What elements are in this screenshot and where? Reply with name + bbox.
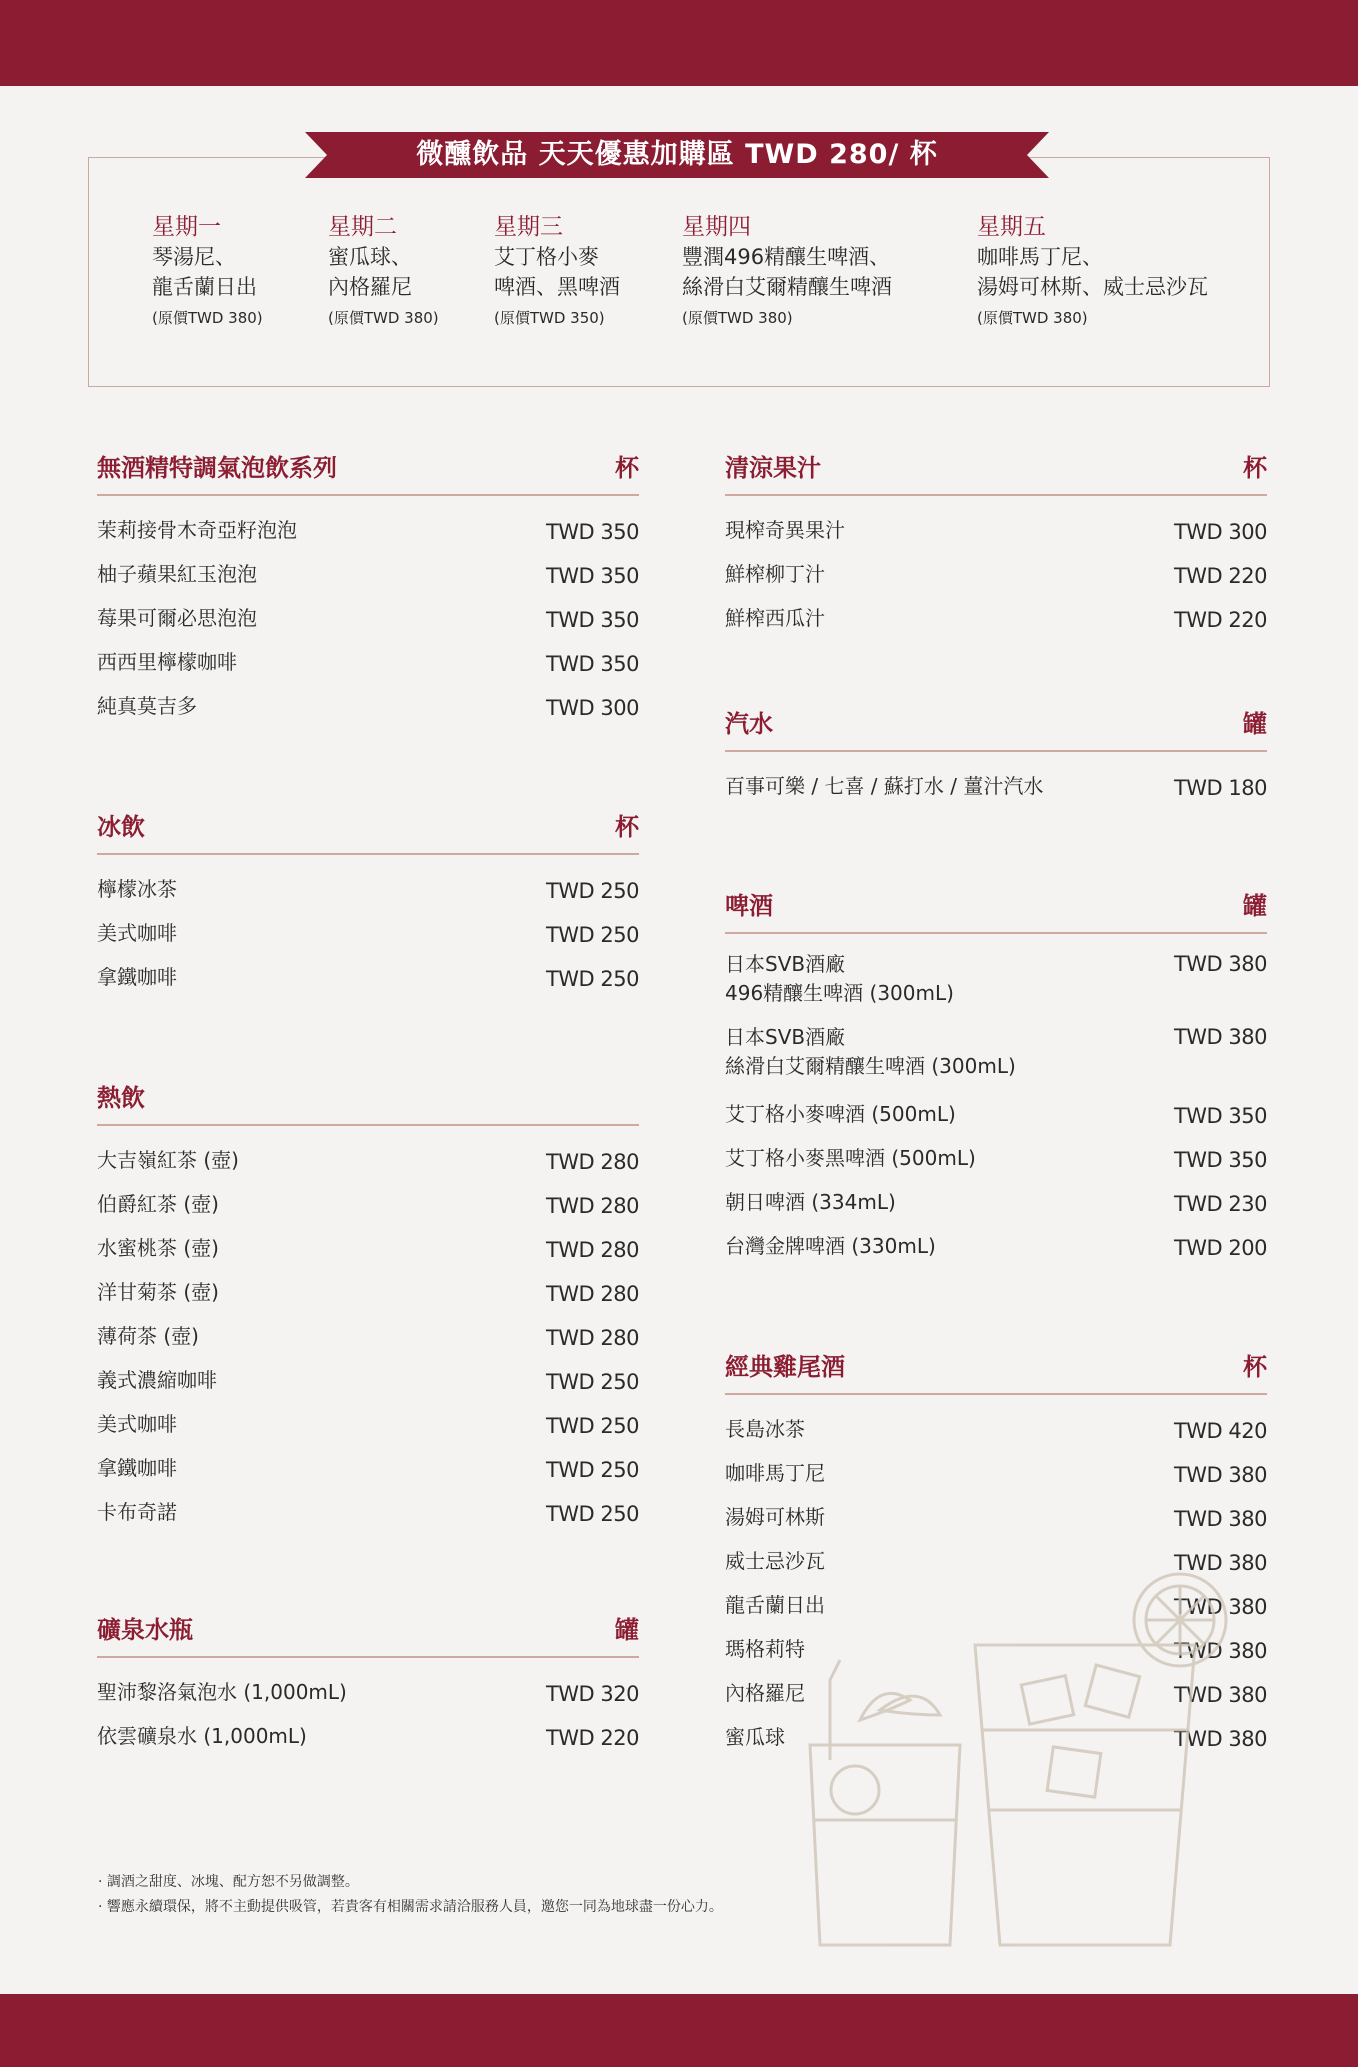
- day-line: 艾丁格小麥: [494, 245, 599, 269]
- day-original-price: (原價TWD 380): [682, 309, 793, 327]
- menu-item-name-line: 龍舌蘭日出: [725, 1592, 825, 1617]
- menu-item-name: [725, 1100, 956, 1128]
- day-line: 龍舌蘭日出: [152, 275, 257, 299]
- note-line: · 調酒之甜度、冰塊、配方恕不另做調整。: [98, 1874, 359, 1890]
- menu-item-price: TWD 350: [545, 651, 639, 676]
- promo-day-wed: [494, 212, 620, 330]
- promo-day-fri: [977, 212, 1208, 330]
- menu-item-name-line: 義式濃縮咖啡: [97, 1367, 217, 1392]
- menu-item-name-line: 莓果可爾必思泡泡: [97, 605, 257, 630]
- menu-item-name: [97, 1234, 219, 1262]
- menu-item-name: [725, 950, 954, 1008]
- menu-item: [97, 1494, 639, 1538]
- menu-item-name: [97, 1322, 199, 1350]
- menu-item-name-line: 美式咖啡: [97, 1411, 177, 1436]
- section-iced: [97, 807, 639, 1003]
- menu-item-name: [725, 604, 825, 632]
- section-divider: [725, 1393, 1267, 1395]
- menu-item-name: [725, 772, 1043, 800]
- promo-ribbon: [305, 132, 1049, 178]
- menu-item-name-line: 咖啡馬丁尼: [725, 1460, 825, 1485]
- section-title: 清涼果汁: [725, 454, 821, 482]
- menu-item-price: TWD 300: [545, 695, 639, 720]
- menu-item-name-line: 拿鐵咖啡: [97, 964, 177, 989]
- menu-item-price: TWD 420: [1173, 1418, 1267, 1443]
- menu-item-name: [97, 1454, 177, 1482]
- menu-item-name-line: 瑪格莉特: [725, 1636, 805, 1661]
- menu-item-price: TWD 380: [1173, 1682, 1267, 1707]
- section-header: [725, 448, 1267, 488]
- menu-item: [97, 1406, 639, 1450]
- section-header: [725, 1347, 1267, 1387]
- menu-item-price: TWD 250: [545, 878, 639, 903]
- menu-item-name: [97, 648, 237, 676]
- menu-item-price: TWD 220: [545, 1725, 639, 1750]
- menu-item-price: TWD 280: [545, 1281, 639, 1306]
- day-line: 豐潤496精釀生啤酒、: [682, 245, 891, 269]
- menu-item: [97, 1674, 639, 1718]
- menu-item-price: TWD 380: [1173, 1462, 1267, 1487]
- menu-item-price: TWD 200: [1173, 1235, 1267, 1260]
- menu-item: [725, 1411, 1267, 1455]
- menu-item: [97, 600, 639, 644]
- section-unit: 杯: [615, 454, 639, 482]
- notes: [98, 1870, 723, 1920]
- menu-item-price: TWD 350: [545, 607, 639, 632]
- menu-item-name-line: 湯姆可林斯: [725, 1504, 825, 1529]
- menu-item-price: TWD 280: [545, 1325, 639, 1350]
- menu-item-name-line: 薄荷茶 (壺): [97, 1323, 199, 1348]
- menu-item-name: [725, 1232, 936, 1260]
- menu-item-name: [97, 1498, 177, 1526]
- menu-item-name-line: 百事可樂 / 七喜 / 蘇打水 / 薑汁汽水: [725, 773, 1044, 798]
- day-name: 星期三: [494, 214, 563, 240]
- menu-item-name: [97, 963, 177, 991]
- menu-item-name-line: 鮮榨柳丁汁: [725, 561, 825, 586]
- menu-item: [97, 512, 639, 556]
- section-unit: 杯: [615, 813, 639, 841]
- section-divider: [97, 1124, 639, 1126]
- menu-item-name-line: 現榨奇異果汁: [725, 517, 845, 542]
- promo-title: 微醺飲品 天天優惠加購區 TWD 280/ 杯: [416, 139, 938, 170]
- day-line: 蜜瓜球、: [328, 245, 412, 269]
- menu-item: [725, 950, 1267, 1023]
- menu-item-price: TWD 320: [545, 1681, 639, 1706]
- menu-item-name: [97, 1190, 219, 1218]
- menu-item-name-line: 聖沛黎洛氣泡水 (1,000mL): [97, 1679, 347, 1704]
- section-divider: [97, 494, 639, 496]
- menu-item: [97, 1230, 639, 1274]
- menu-item-name: [97, 692, 197, 720]
- menu-item-name: [97, 875, 177, 903]
- menu-item-name-line: 日本SVB酒廠: [725, 951, 846, 976]
- menu-item-name: [97, 1410, 177, 1438]
- section-header: [97, 1078, 639, 1118]
- menu-item-price: TWD 250: [545, 1369, 639, 1394]
- menu-item-name: [97, 604, 257, 632]
- menu-item-name: [725, 1415, 805, 1443]
- menu-item: [97, 1450, 639, 1494]
- menu-item-name-line: 水蜜桃茶 (壺): [97, 1235, 219, 1260]
- menu-item-price: TWD 220: [1173, 563, 1267, 588]
- menu-item-name: [97, 1278, 219, 1306]
- menu-item-name-line: 威士忌沙瓦: [725, 1548, 825, 1573]
- day-line: 啤酒、黑啤酒: [494, 275, 620, 299]
- menu-item: [97, 1318, 639, 1362]
- promo-day-mon: [152, 212, 263, 330]
- section-divider: [725, 932, 1267, 934]
- menu-item-name-line: 伯爵紅茶 (壺): [97, 1191, 219, 1216]
- section-water: [97, 1610, 639, 1762]
- promo-day-tue: [328, 212, 439, 330]
- menu-item-price: TWD 350: [545, 519, 639, 544]
- section-divider: [725, 494, 1267, 496]
- menu-item-name: [725, 1635, 805, 1663]
- menu-item-price: TWD 350: [1173, 1103, 1267, 1128]
- section-divider: [97, 853, 639, 855]
- day-original-price: (原價TWD 380): [328, 309, 439, 327]
- menu-item-name-line: 卡布奇諾: [97, 1499, 177, 1524]
- menu-item: [97, 644, 639, 688]
- menu-item-price: TWD 250: [545, 1501, 639, 1526]
- menu-item-name-line: 496精釀生啤酒 (300mL): [725, 980, 954, 1005]
- section-title: 經典雞尾酒: [725, 1353, 845, 1381]
- menu-item: [725, 1023, 1267, 1096]
- menu-item-name-line: 大吉嶺紅茶 (壺): [97, 1147, 239, 1172]
- menu-item: [725, 1096, 1267, 1140]
- section-divider: [725, 750, 1267, 752]
- day-line: 內格羅尼: [328, 275, 412, 299]
- menu-item-price: TWD 250: [545, 1457, 639, 1482]
- menu-item-name: [97, 1366, 217, 1394]
- section-unit: 杯: [1243, 454, 1267, 482]
- day-line: 咖啡馬丁尼、: [977, 245, 1103, 269]
- section-mocktail: [97, 448, 639, 732]
- menu-item-name-line: 長島冰茶: [725, 1416, 805, 1441]
- menu-item-name-line: 日本SVB酒廠: [725, 1024, 846, 1049]
- menu-item-price: TWD 180: [1173, 775, 1267, 800]
- menu-item-name-line: 美式咖啡: [97, 920, 177, 945]
- menu-item-price: TWD 300: [1173, 519, 1267, 544]
- day-original-price: (原價TWD 380): [152, 309, 263, 327]
- bottom-band: [0, 1994, 1358, 2067]
- menu-item-name: [725, 1023, 1016, 1081]
- menu-item-name: [725, 516, 845, 544]
- section-unit: 罐: [615, 1616, 639, 1644]
- menu-item-name-line: 檸檬冰茶: [97, 876, 177, 901]
- section-header: [725, 704, 1267, 744]
- menu-item-name: [97, 919, 177, 947]
- menu-item-price: TWD 220: [1173, 607, 1267, 632]
- menu-item: [97, 1718, 639, 1762]
- day-line: 琴湯尼、: [152, 245, 236, 269]
- menu-item-name-line: 絲滑白艾爾精釀生啤酒 (300mL): [725, 1053, 1016, 1078]
- section-header: [725, 886, 1267, 926]
- menu-item-name-line: 西西里檸檬咖啡: [97, 649, 237, 674]
- menu-item-price: TWD 380: [1173, 951, 1267, 976]
- section-unit: 罐: [1243, 710, 1267, 738]
- menu-item-name-line: 柚子蘋果紅玉泡泡: [97, 561, 257, 586]
- section-header: [97, 448, 639, 488]
- menu-item-price: TWD 250: [545, 922, 639, 947]
- menu-item-price: TWD 280: [545, 1149, 639, 1174]
- menu-item-name-line: 茉莉接骨木奇亞籽泡泡: [97, 517, 297, 542]
- menu-item-price: TWD 230: [1173, 1191, 1267, 1216]
- menu-item: [725, 1499, 1267, 1543]
- menu-item: [725, 512, 1267, 556]
- menu-item-price: TWD 380: [1173, 1638, 1267, 1663]
- section-unit: 杯: [1243, 1353, 1267, 1381]
- menu-item: [97, 915, 639, 959]
- menu-item-name-line: 艾丁格小麥啤酒 (500mL): [725, 1101, 956, 1126]
- menu-item-price: TWD 350: [1173, 1147, 1267, 1172]
- menu-item-price: TWD 250: [545, 1413, 639, 1438]
- section-title: 無酒精特調氣泡飲系列: [97, 454, 337, 482]
- menu-item: [97, 1142, 639, 1186]
- section-title: 礦泉水瓶: [97, 1616, 193, 1644]
- section-title: 冰飲: [97, 813, 145, 841]
- menu-item-name: [725, 1144, 976, 1172]
- section-header: [97, 807, 639, 847]
- menu-item-name: [725, 560, 825, 588]
- menu-item-name-line: 艾丁格小麥黑啤酒 (500mL): [725, 1145, 976, 1170]
- day-original-price: (原價TWD 350): [494, 309, 605, 327]
- top-band: [0, 0, 1358, 86]
- menu-item: [97, 688, 639, 732]
- menu-item: [725, 556, 1267, 600]
- menu-item-name: [97, 516, 297, 544]
- menu-item-name-line: 拿鐵咖啡: [97, 1455, 177, 1480]
- cocktail-glasses-illustration: [800, 1560, 1280, 1960]
- menu-item-name-line: 鮮榨西瓜汁: [725, 605, 825, 630]
- menu-item-name-line: 純真莫吉多: [97, 693, 197, 718]
- section-title: 汽水: [725, 710, 773, 738]
- menu-item: [725, 1140, 1267, 1184]
- menu-item-name: [97, 560, 257, 588]
- menu-item: [97, 959, 639, 1003]
- menu-item-name-line: 內格羅尼: [725, 1680, 805, 1705]
- menu-item-price: TWD 380: [1173, 1024, 1267, 1049]
- menu-item-name: [725, 1459, 825, 1487]
- menu-item-name: [725, 1679, 805, 1707]
- menu-item-name: [97, 1678, 347, 1706]
- menu-item-price: TWD 380: [1173, 1506, 1267, 1531]
- section-title: 啤酒: [725, 892, 773, 920]
- menu-item: [97, 871, 639, 915]
- section-header: [97, 1610, 639, 1650]
- section-juice: [725, 448, 1267, 644]
- section-hot: [97, 1078, 639, 1538]
- menu-item-name: [725, 1503, 825, 1531]
- menu-item-price: TWD 380: [1173, 1550, 1267, 1575]
- note-line: · 響應永續環保，將不主動提供吸管，若貴客有相關需求請洽服務人員，邀您一同為地球盡一份心力。: [98, 1899, 723, 1915]
- menu-item: [725, 1455, 1267, 1499]
- menu-item-price: TWD 280: [545, 1193, 639, 1218]
- menu-item: [725, 768, 1267, 812]
- menu-item-price: TWD 280: [545, 1237, 639, 1262]
- menu-item-name-line: 台灣金牌啤酒 (330mL): [725, 1233, 936, 1258]
- menu-item-name-line: 洋甘菊茶 (壺): [97, 1279, 219, 1304]
- menu-item-price: TWD 350: [545, 563, 639, 588]
- menu-item-name-line: 蜜瓜球: [725, 1724, 785, 1749]
- menu-item: [97, 1274, 639, 1318]
- day-line: 絲滑白艾爾精釀生啤酒: [682, 275, 892, 299]
- day-name: 星期五: [977, 214, 1046, 240]
- menu-item: [725, 1184, 1267, 1228]
- menu-item: [97, 1362, 639, 1406]
- menu-item: [97, 556, 639, 600]
- day-name: 星期四: [682, 214, 751, 240]
- section-beer: [725, 886, 1267, 1272]
- menu-item-name: [725, 1188, 896, 1216]
- menu-item-price: TWD 380: [1173, 1726, 1267, 1751]
- day-original-price: (原價TWD 380): [977, 309, 1088, 327]
- day-name: 星期一: [152, 214, 221, 240]
- menu-item-price: TWD 250: [545, 966, 639, 991]
- menu-item-price: TWD 380: [1173, 1594, 1267, 1619]
- day-name: 星期二: [328, 214, 397, 240]
- menu-item: [725, 600, 1267, 644]
- menu-item-name: [725, 1723, 785, 1751]
- section-title: 熱飲: [97, 1084, 145, 1112]
- section-unit: 罐: [1243, 892, 1267, 920]
- menu-item-name: [97, 1722, 307, 1750]
- menu-item-name-line: 朝日啤酒 (334mL): [725, 1189, 896, 1214]
- section-soda: [725, 704, 1267, 812]
- promo-day-thu: [682, 212, 892, 330]
- day-line: 湯姆可林斯、威士忌沙瓦: [977, 275, 1208, 299]
- menu-item: [97, 1186, 639, 1230]
- menu-item-name-line: 依雲礦泉水 (1,000mL): [97, 1723, 307, 1748]
- section-divider: [97, 1656, 639, 1658]
- menu-item: [725, 1228, 1267, 1272]
- menu-item-name: [97, 1146, 239, 1174]
